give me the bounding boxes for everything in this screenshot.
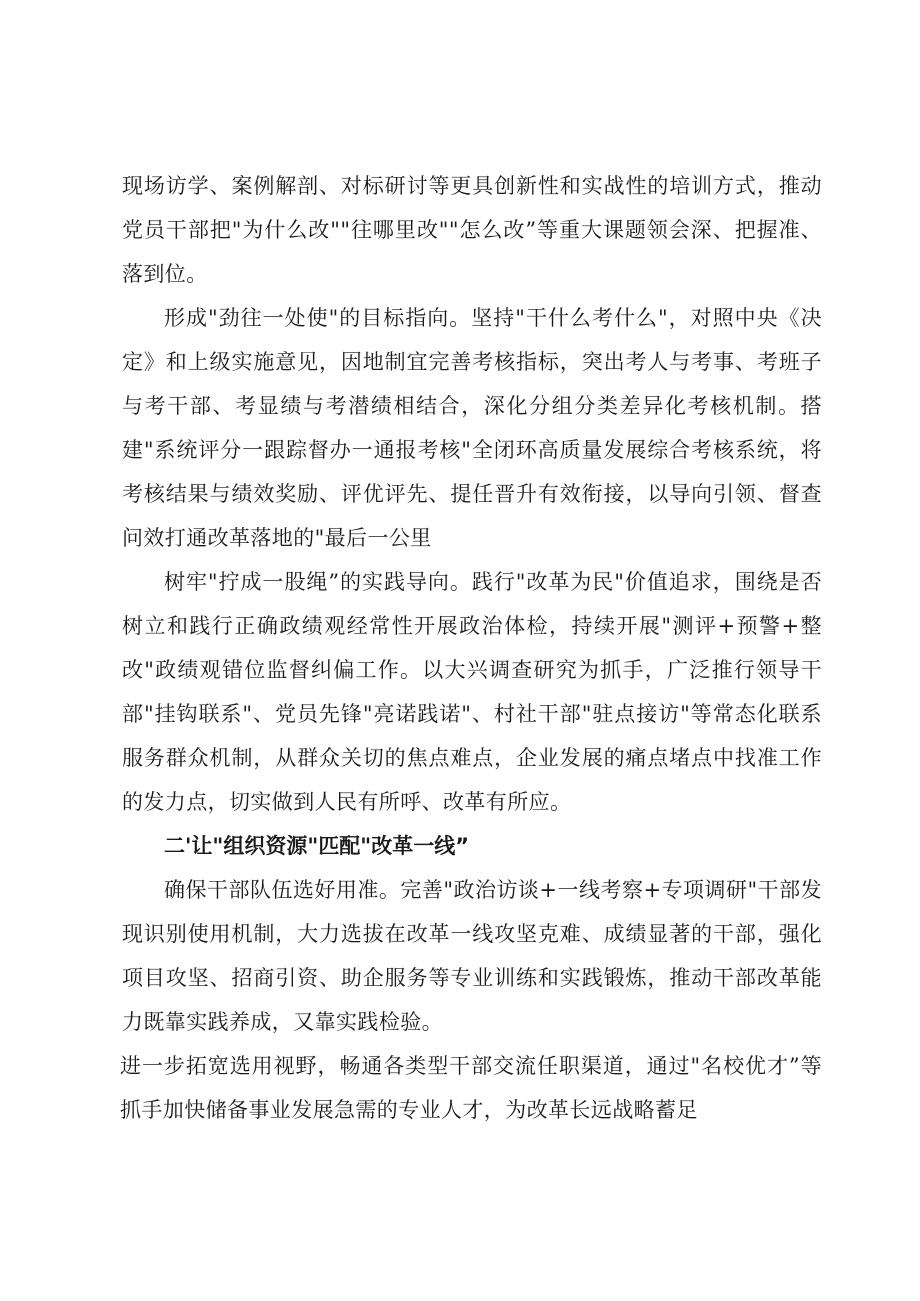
paragraph-target-orientation: 形成"劲往一处使"的目标指向。坚持"干什么考什么"，对照中央《决定》和上级实施意见，因地制宜完善考核指标，突出考人与考事、考班子与考干部、考显绩与考潜绩相结合，深化分组分类差异化考核机制。搭建"系统评分一跟踪督办一通报考核"全闭环高质量发展综合考核系统，将考核结果与绩效奖励、评优评先、提任晋升有效衔接，以导向引领、督查问效打通改革落地的"最后一公里 <box>122 306 822 550</box>
paragraph-cadre-selection: 确保干部队伍选好用准。完善"政治访谈+一线考察+专项调研"干部发现识别使用机制，大力选拔在改革一线攻坚克难、成绩显著的干部，强化项目攻坚、招商引资、助企服务等专业训练和实践锻炼，推动干部改革能力既靠实践养成，又靠实践检验。 <box>122 878 822 1034</box>
paragraph-training-methods: 现场访学、案例解剖、对标研讨等更具创新性和实战性的培训方式，推动党员干部把"为什么改""往哪里改""怎么改”等重大课题领会深、把握准、落到位。 <box>122 174 822 286</box>
section-heading-2: 二'让"组织资源"匹配"改革一线” <box>164 834 470 858</box>
paragraph-talent-reserve: 进一步拓宽选用视野，畅通各类型干部交流任职渠道，通过"名校优才”等抓手加快储备事业发展急需的专业人才，为改革长远战略蓄足 <box>120 1054 822 1122</box>
document-body <box>122 164 822 1132</box>
paragraph-practice-orientation: 树牢"拧成一股绳”的实践导向。践行"改革为民"价值追求，围绕是否树立和践行正确政绩观经常性开展政治体检，持续开展"测评+预警+整改"政绩观错位监督纠偏工作。以大兴调查研究为抓手，广泛推行领导干部"挂钩联系"、党员先锋"亮诺践诺"、村社干部"驻点接访"等常态化联系服务群众机制，从群众关切的焦点难点，企业发展的痛点堵点中找准工作的发力点，切实做到人民有所呼、改革有所应。 <box>122 570 822 814</box>
